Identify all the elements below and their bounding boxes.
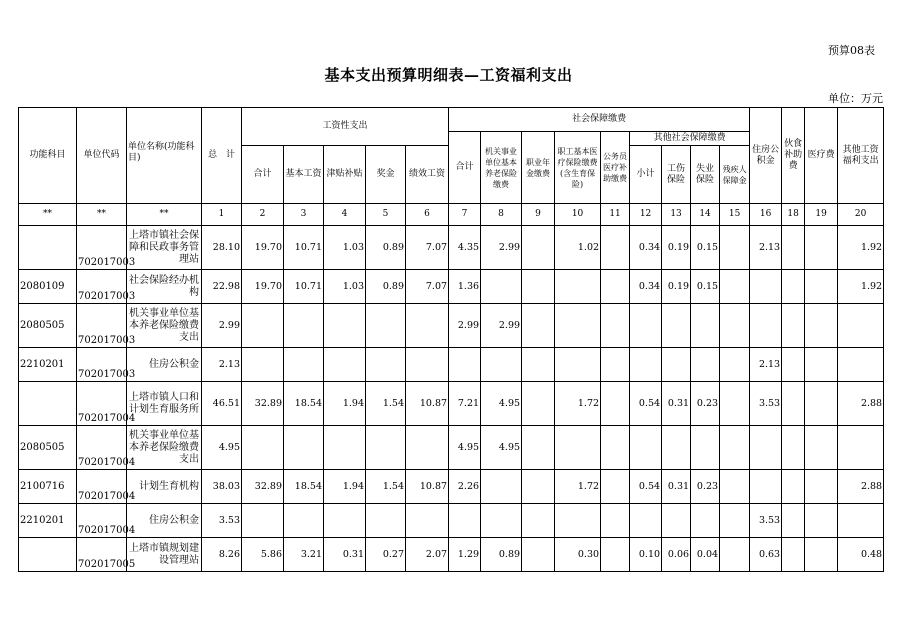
amount-cell	[782, 382, 805, 426]
amount-cell: 0.27	[366, 538, 406, 572]
amount-cell: 1.54	[366, 470, 406, 504]
amount-cell	[555, 348, 601, 382]
amount-cell: 2.13	[750, 226, 782, 270]
unit-code-cell: 702017003	[77, 270, 127, 304]
amount-cell	[782, 348, 805, 382]
amount-cell	[406, 504, 449, 538]
index-row	[19, 204, 884, 226]
unit-code-cell: 702017003	[77, 304, 127, 348]
amount-cell: 0.89	[366, 270, 406, 304]
amount-cell	[522, 470, 555, 504]
amount-cell	[406, 426, 449, 470]
header-other-subtotal: 小计	[630, 146, 662, 204]
amount-cell	[366, 348, 406, 382]
amount-cell	[406, 304, 449, 348]
func-code-cell: 2210201	[19, 348, 77, 382]
amount-cell: 32.89	[242, 470, 284, 504]
header-allowance: 津贴补贴	[324, 146, 366, 204]
amount-cell	[366, 504, 406, 538]
index-cell: 7	[449, 204, 481, 226]
amount-cell: 0.10	[630, 538, 662, 572]
amount-cell: 2.99	[202, 304, 242, 348]
amount-cell: 3.21	[284, 538, 324, 572]
amount-cell: 19.70	[242, 226, 284, 270]
amount-cell: 1.92	[838, 270, 884, 304]
table-row	[19, 226, 884, 270]
amount-cell	[555, 426, 601, 470]
header-other-social-group: 其他社会保障缴费	[630, 132, 750, 146]
index-cell: 18	[782, 204, 805, 226]
amount-cell	[601, 470, 630, 504]
amount-cell: 0.34	[630, 270, 662, 304]
index-cell: 9	[522, 204, 555, 226]
header-civil-medical: 公务员医疗补助缴费	[601, 132, 630, 204]
amount-cell: 18.54	[284, 382, 324, 426]
amount-cell	[366, 426, 406, 470]
header-annuity: 职业年金缴费	[522, 132, 555, 204]
amount-cell: 0.31	[662, 382, 691, 426]
amount-cell: 1.94	[324, 382, 366, 426]
amount-cell: 3.53	[202, 504, 242, 538]
amount-cell: 1.03	[324, 226, 366, 270]
amount-cell	[284, 348, 324, 382]
func-code-cell: 2100716	[19, 470, 77, 504]
index-cell: 12	[630, 204, 662, 226]
amount-cell: 0.63	[750, 538, 782, 572]
func-code-cell: 2080109	[19, 270, 77, 304]
amount-cell	[522, 270, 555, 304]
amount-cell: 0.04	[691, 538, 720, 572]
func-code-cell: 2210201	[19, 504, 77, 538]
amount-cell	[601, 504, 630, 538]
unit-code-cell: 702017003	[77, 348, 127, 382]
amount-cell	[284, 504, 324, 538]
unit-label: 单位：万元	[828, 92, 883, 105]
amount-cell	[838, 348, 884, 382]
amount-cell: 22.98	[202, 270, 242, 304]
index-cell: **	[19, 204, 77, 226]
index-cell: 8	[481, 204, 522, 226]
header-bonus: 奖金	[366, 146, 406, 204]
unit-name-cell: 上塔市镇社会保障和民政事务管理站	[127, 226, 202, 270]
amount-cell: 32.89	[242, 382, 284, 426]
unit-code-cell: 702017004	[77, 426, 127, 470]
form-number: 预算08表	[828, 44, 875, 57]
amount-cell	[805, 470, 838, 504]
amount-cell	[805, 382, 838, 426]
amount-cell: 8.26	[202, 538, 242, 572]
amount-cell	[601, 226, 630, 270]
amount-cell	[449, 348, 481, 382]
amount-cell	[555, 270, 601, 304]
amount-cell: 0.89	[366, 226, 406, 270]
index-cell: 2	[242, 204, 284, 226]
index-cell: 10	[555, 204, 601, 226]
amount-cell	[662, 304, 691, 348]
amount-cell: 0.54	[630, 470, 662, 504]
amount-cell: 2.99	[481, 226, 522, 270]
amount-cell	[601, 426, 630, 470]
amount-cell	[324, 504, 366, 538]
index-cell: 5	[366, 204, 406, 226]
amount-cell	[522, 348, 555, 382]
unit-name-cell: 上塔市镇人口和计划生育服务所	[127, 382, 202, 426]
amount-cell: 1.03	[324, 270, 366, 304]
budget-table	[18, 107, 884, 572]
amount-cell: 2.13	[750, 348, 782, 382]
amount-cell: 2.99	[449, 304, 481, 348]
unit-name-cell: 住房公积金	[127, 348, 202, 382]
amount-cell: 28.10	[202, 226, 242, 270]
amount-cell: 10.71	[284, 270, 324, 304]
header-meal: 伙食补助费	[782, 108, 805, 204]
func-code-cell: 2080505	[19, 426, 77, 470]
header-medical: 医疗费	[805, 108, 838, 204]
amount-cell	[601, 382, 630, 426]
amount-cell	[324, 426, 366, 470]
amount-cell	[522, 382, 555, 426]
header-housing: 住房公积金	[750, 108, 782, 204]
amount-cell	[838, 426, 884, 470]
amount-cell	[242, 504, 284, 538]
amount-cell	[720, 382, 750, 426]
header-total: 总 计	[202, 108, 242, 204]
index-cell: 14	[691, 204, 720, 226]
header-perf-wage: 绩效工资	[406, 146, 449, 204]
amount-cell	[662, 348, 691, 382]
amount-cell: 4.95	[202, 426, 242, 470]
amount-cell	[481, 348, 522, 382]
amount-cell	[782, 426, 805, 470]
table-row	[19, 426, 884, 470]
amount-cell	[691, 348, 720, 382]
amount-cell: 0.23	[691, 470, 720, 504]
table-row	[19, 470, 884, 504]
index-cell: 6	[406, 204, 449, 226]
amount-cell: 10.71	[284, 226, 324, 270]
header-pension: 机关事业单位基本养老保险缴费	[481, 132, 522, 204]
amount-cell	[601, 348, 630, 382]
amount-cell	[242, 304, 284, 348]
amount-cell: 4.95	[481, 382, 522, 426]
index-cell: 15	[720, 204, 750, 226]
amount-cell: 7.21	[449, 382, 481, 426]
amount-cell: 2.26	[449, 470, 481, 504]
amount-cell: 0.15	[691, 226, 720, 270]
header-unit-name: 单位名称(功能科目)	[127, 108, 202, 204]
index-cell: 4	[324, 204, 366, 226]
table-row	[19, 538, 884, 572]
amount-cell: 1.29	[449, 538, 481, 572]
amount-cell: 1.72	[555, 470, 601, 504]
amount-cell	[750, 426, 782, 470]
amount-cell	[406, 348, 449, 382]
header-injury: 工伤保险	[662, 146, 691, 204]
header-emp-medical: 职工基本医疗保险缴费(含生育保险)	[555, 132, 601, 204]
unit-name-cell: 住房公积金	[127, 504, 202, 538]
amount-cell	[838, 504, 884, 538]
amount-cell	[805, 504, 838, 538]
index-cell: **	[77, 204, 127, 226]
amount-cell: 0.31	[324, 538, 366, 572]
amount-cell: 3.53	[750, 504, 782, 538]
amount-cell: 1.36	[449, 270, 481, 304]
amount-cell	[782, 226, 805, 270]
amount-cell: 1.02	[555, 226, 601, 270]
amount-cell	[601, 538, 630, 572]
unit-code-cell: 702017003	[77, 226, 127, 270]
amount-cell	[720, 348, 750, 382]
amount-cell	[805, 270, 838, 304]
header-social-total: 合计	[449, 132, 481, 204]
amount-cell	[284, 304, 324, 348]
amount-cell	[662, 426, 691, 470]
amount-cell: 0.15	[691, 270, 720, 304]
index-cell: 19	[805, 204, 838, 226]
amount-cell	[630, 348, 662, 382]
header-unemployment: 失业保险	[691, 146, 720, 204]
amount-cell	[782, 470, 805, 504]
amount-cell: 4.35	[449, 226, 481, 270]
unit-name-cell: 机关事业单位基本养老保险缴费支出	[127, 304, 202, 348]
amount-cell: 2.99	[481, 304, 522, 348]
header-social-group: 社会保障缴费	[449, 108, 750, 132]
amount-cell	[522, 504, 555, 538]
amount-cell: 46.51	[202, 382, 242, 426]
amount-cell	[555, 304, 601, 348]
amount-cell: 2.88	[838, 382, 884, 426]
index-cell: 20	[838, 204, 884, 226]
header-wage-group: 工资性支出	[242, 108, 449, 146]
header-unit-code: 单位代码	[77, 108, 127, 204]
header-other-welfare: 其他工资福利支出	[838, 108, 884, 204]
header-subtotal: 合计	[242, 146, 284, 204]
amount-cell	[601, 304, 630, 348]
index-cell: 11	[601, 204, 630, 226]
amount-cell: 2.07	[406, 538, 449, 572]
amount-cell	[750, 270, 782, 304]
amount-cell	[805, 348, 838, 382]
amount-cell	[805, 226, 838, 270]
amount-cell	[720, 426, 750, 470]
amount-cell: 38.03	[202, 470, 242, 504]
amount-cell	[782, 538, 805, 572]
amount-cell	[522, 226, 555, 270]
amount-cell	[522, 304, 555, 348]
amount-cell	[691, 304, 720, 348]
header-func: 功能科目	[19, 108, 77, 204]
amount-cell	[662, 504, 691, 538]
amount-cell	[601, 270, 630, 304]
unit-code-cell: 702017004	[77, 504, 127, 538]
amount-cell	[449, 504, 481, 538]
amount-cell	[720, 270, 750, 304]
header-disability: 残疾人保障金	[720, 146, 750, 204]
amount-cell: 0.31	[662, 470, 691, 504]
table-row	[19, 504, 884, 538]
amount-cell: 10.87	[406, 470, 449, 504]
amount-cell: 2.88	[838, 470, 884, 504]
amount-cell: 19.70	[242, 270, 284, 304]
amount-cell	[481, 270, 522, 304]
index-cell: 3	[284, 204, 324, 226]
unit-code-cell: 702017005	[77, 538, 127, 572]
amount-cell	[630, 304, 662, 348]
amount-cell: 0.19	[662, 270, 691, 304]
amount-cell	[242, 348, 284, 382]
amount-cell	[522, 538, 555, 572]
amount-cell: 0.54	[630, 382, 662, 426]
amount-cell: 18.54	[284, 470, 324, 504]
index-cell: 13	[662, 204, 691, 226]
amount-cell: 0.06	[662, 538, 691, 572]
amount-cell: 0.89	[481, 538, 522, 572]
amount-cell	[555, 504, 601, 538]
page-title: 基本支出预算明细表—工资福利支出	[324, 66, 573, 84]
amount-cell	[720, 538, 750, 572]
amount-cell	[720, 304, 750, 348]
amount-cell	[481, 504, 522, 538]
amount-cell	[284, 426, 324, 470]
amount-cell: 0.30	[555, 538, 601, 572]
func-code-cell	[19, 382, 77, 426]
amount-cell: 4.95	[449, 426, 481, 470]
amount-cell	[720, 470, 750, 504]
amount-cell: 7.07	[406, 226, 449, 270]
amount-cell: 1.94	[324, 470, 366, 504]
amount-cell: 3.53	[750, 382, 782, 426]
unit-name-cell: 计划生育机构	[127, 470, 202, 504]
header-basic-wage: 基本工资	[284, 146, 324, 204]
table-row	[19, 270, 884, 304]
func-code-cell	[19, 538, 77, 572]
amount-cell: 10.87	[406, 382, 449, 426]
amount-cell	[720, 504, 750, 538]
amount-cell: 7.07	[406, 270, 449, 304]
amount-cell	[522, 426, 555, 470]
index-cell: 16	[750, 204, 782, 226]
table-row	[19, 304, 884, 348]
amount-cell	[805, 538, 838, 572]
func-code-cell	[19, 226, 77, 270]
index-cell: **	[127, 204, 202, 226]
amount-cell: 5.86	[242, 538, 284, 572]
amount-cell	[630, 504, 662, 538]
unit-code-cell: 702017004	[77, 382, 127, 426]
table-row	[19, 382, 884, 426]
amount-cell: 0.48	[838, 538, 884, 572]
amount-cell	[750, 470, 782, 504]
amount-cell	[242, 426, 284, 470]
amount-cell	[630, 426, 662, 470]
amount-cell	[750, 304, 782, 348]
amount-cell	[324, 348, 366, 382]
unit-name-cell: 机关事业单位基本养老保险缴费支出	[127, 426, 202, 470]
amount-cell	[838, 304, 884, 348]
table-row	[19, 348, 884, 382]
unit-name-cell: 上塔市镇规划建设管理站	[127, 538, 202, 572]
amount-cell	[782, 504, 805, 538]
amount-cell	[691, 426, 720, 470]
amount-cell: 1.92	[838, 226, 884, 270]
amount-cell: 4.95	[481, 426, 522, 470]
amount-cell: 2.13	[202, 348, 242, 382]
unit-code-cell: 702017004	[77, 470, 127, 504]
amount-cell: 1.54	[366, 382, 406, 426]
func-code-cell: 2080505	[19, 304, 77, 348]
amount-cell: 1.72	[555, 382, 601, 426]
amount-cell: 0.19	[662, 226, 691, 270]
amount-cell	[805, 304, 838, 348]
amount-cell	[324, 304, 366, 348]
amount-cell	[782, 270, 805, 304]
unit-name-cell: 社会保险经办机构	[127, 270, 202, 304]
amount-cell: 0.23	[691, 382, 720, 426]
amount-cell	[481, 470, 522, 504]
amount-cell	[720, 226, 750, 270]
amount-cell	[782, 304, 805, 348]
amount-cell	[805, 426, 838, 470]
amount-cell	[691, 504, 720, 538]
amount-cell	[366, 304, 406, 348]
amount-cell: 0.34	[630, 226, 662, 270]
index-cell: 1	[202, 204, 242, 226]
